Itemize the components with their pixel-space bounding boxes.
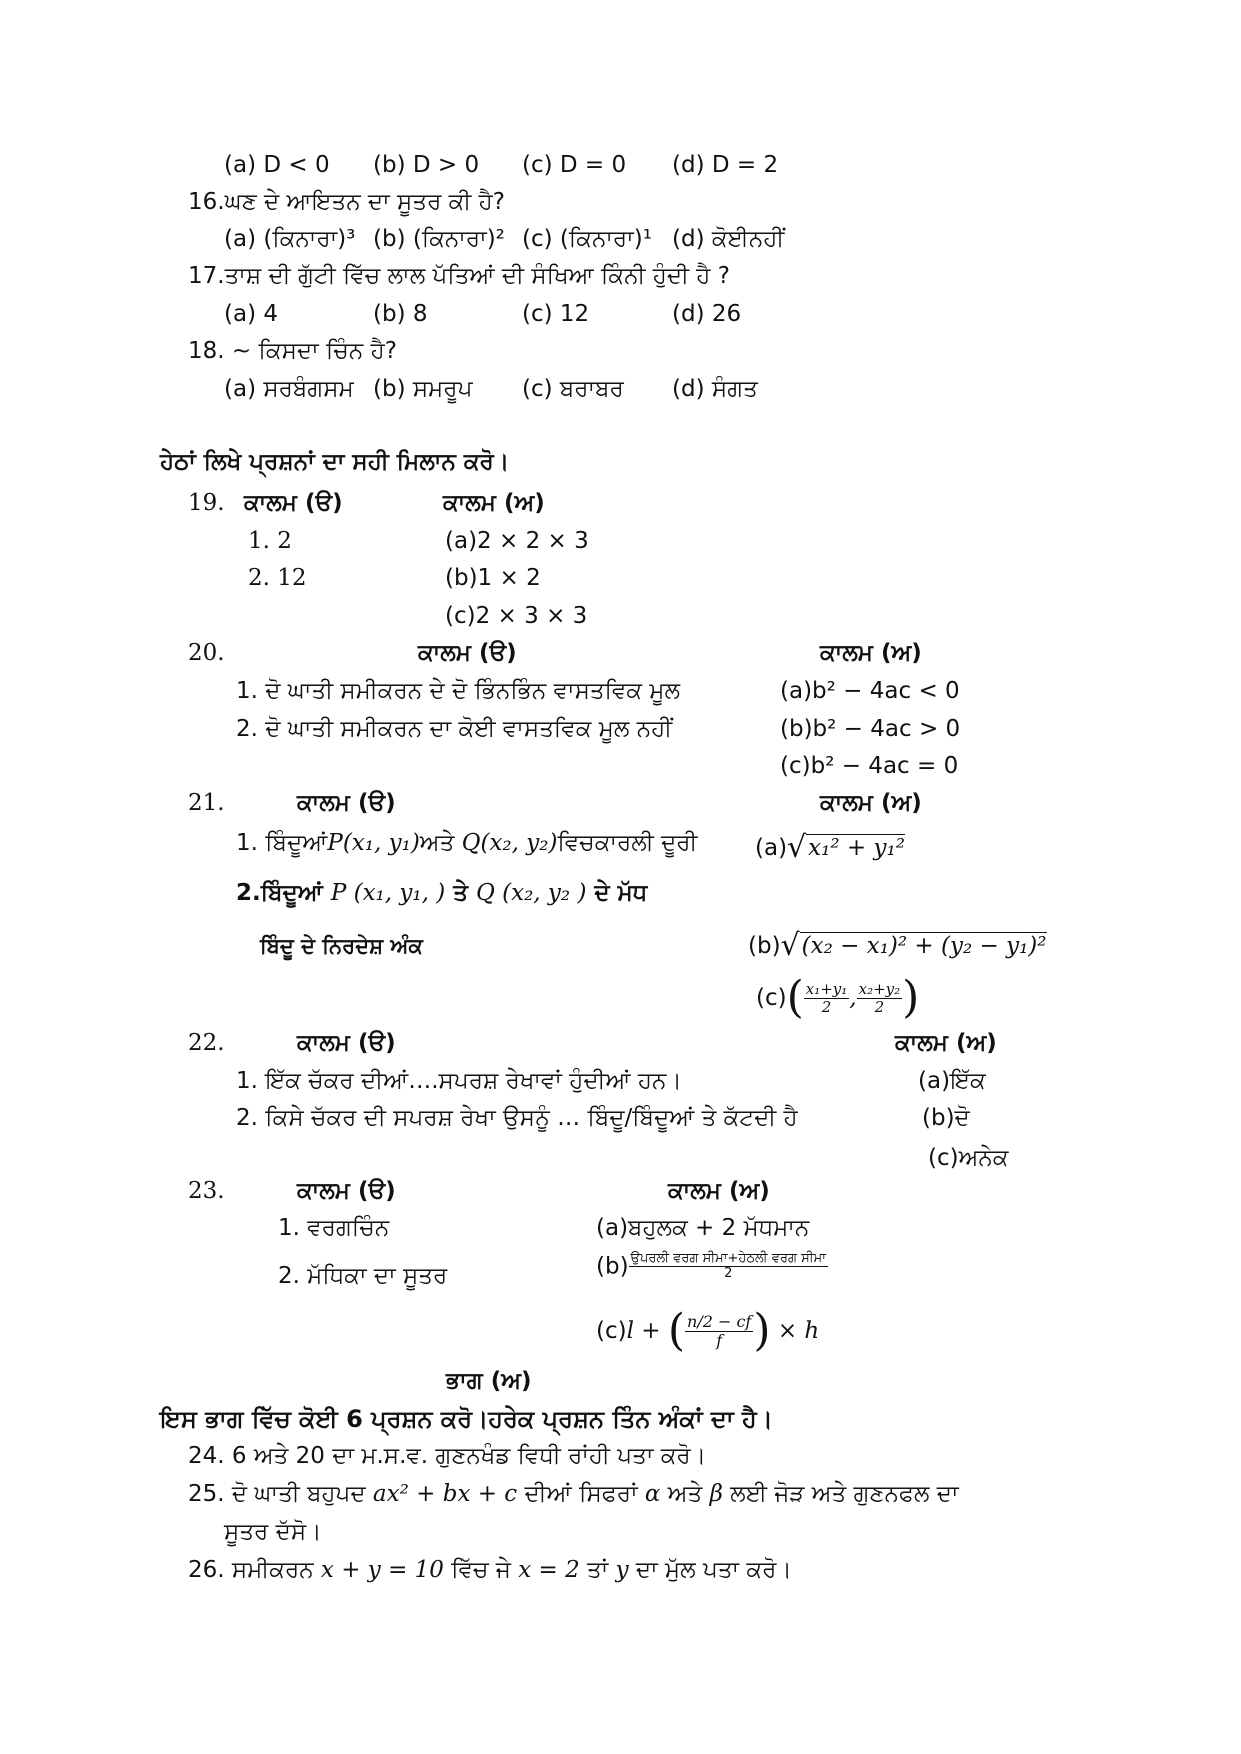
q21-left2-text-a: 2.ਬਿੰਦੂਆਂ (236, 880, 331, 906)
q21-left1-point-p: P(x₁, y₁) (327, 830, 420, 856)
right-paren-icon: ) (902, 972, 920, 1023)
q16-option-b: (b) (ਕਿਨਾਰਾ)² (373, 226, 505, 252)
q18-option-b: (b) ਸਮਰੂਪ (373, 376, 473, 402)
q17-option-c: (c) 12 (522, 301, 590, 327)
q22-left-item-2: 2. ਕਿਸੇ ਚੱਕਰ ਦੀ ਸਪਰਸ਼ ਰੇਖਾ ਉਸਨੂੰ … ਬਿੰਦੂ/ਬਿੰਦੂਆਂ ਤੇ ਕੱਟਦੀ ਹੈ (236, 1105, 798, 1131)
q17-text: 17.ਤਾਸ਼ ਦੀ ਗੁੱਟੀ ਵਿੱਚ ਲਾਲ ਪੱਤਿਆਂ ਦੀ ਸੰਖਿਆ ਕਿੰਨੀ ਹੁੰਦੀ ਹੈ ? (188, 263, 730, 289)
q26-text (188, 1557, 792, 1585)
q20-right-item-a: (a)b² − 4ac < 0 (780, 678, 960, 704)
left-paren-icon: ( (786, 972, 804, 1023)
q21-left-item-1 (236, 830, 697, 858)
q21-right-c-num-2: x₂+y₂ (858, 980, 901, 999)
q26-text-a: 26. ਸਮੀਕਰਨ (188, 1557, 321, 1583)
q21-right-c-den-1: 2 (821, 997, 832, 1016)
q23-right-c-frac (685, 1313, 753, 1349)
q21-left1-point-q: Q(x₂, y₂) (461, 830, 558, 856)
q23-number: 23. (188, 1178, 225, 1204)
q18-text: 18. ~ ਕਿਸਦਾ ਚਿੰਨ ਹੈ? (188, 338, 397, 364)
q23-right-item-b (596, 1252, 828, 1282)
q16-option-c: (c) (ਕਿਨਾਰਾ)¹ (522, 226, 652, 252)
q25-text-d: ਲਈ ਜੋੜ ਅਤੇ ਗੁਣਨਫਲ ਦਾ (722, 1481, 959, 1507)
q24-text: 24. 6 ਅਤੇ 20 ਦਾ ਮ.ਸ.ਵ. ਗੁਣਨਖੰਡ ਵਿਧੀ ਰਾਂਹੀ ਪਤਾ ਕਰੋ। (188, 1443, 707, 1469)
q18-option-c: (c) ਬਰਾਬਰ (522, 376, 624, 402)
q22-column-a-header: ਕਾਲਮ (ਅ) (895, 1030, 997, 1056)
q23-left-item-2: 2. ਮੱਧਿਕਾ ਦਾ ਸੂਤਰ (278, 1263, 448, 1289)
q21-column-a-header: ਕਾਲਮ (ਅ) (820, 790, 922, 816)
q25-alpha: α (644, 1481, 661, 1507)
q21-left1-text-a: 1. ਬਿੰਦੂਆਂ (236, 830, 328, 856)
q23-right-c-l: l + (626, 1317, 668, 1344)
q21-right-c-num-1: x₁+y₁ (805, 980, 848, 999)
q23-right-c-h: × h (770, 1317, 820, 1344)
q21-left2-text-b: ਤੇ (445, 880, 476, 906)
q20-left-item-2: 2. ਦੋ ਘਾਤੀ ਸਮੀਕਰਨ ਦਾ ਕੋਈ ਵਾਸਤਵਿਕ ਮੂਲ ਨਹੀਂ (236, 716, 673, 742)
q25-beta: β (709, 1481, 723, 1507)
q22-right-item-b: (b)ਦੋ (922, 1105, 970, 1131)
q22-left-item-1: 1. ਇੱਕ ਚੱਕਰ ਦੀਆਂ….ਸਪਰਸ਼ ਰੇਖਾਵਾਂ ਹੁੰਦੀਆਂ ਹਨ। (236, 1068, 682, 1094)
q25-text-line-2: ਸੂਤਰ ਦੱਸੋ। (224, 1519, 322, 1545)
q19-column-u-header: ਕਾਲਮ (ੳ) (244, 490, 343, 516)
q21-left2-text-c: ਦੇ ਮੱਧ (586, 880, 648, 906)
q20-right-item-c: (c)b² − 4ac = 0 (780, 753, 959, 779)
q21-left-item-2-cont: ਬਿੰਦੂ ਦੇ ਨਿਰਦੇਸ਼ ਅੰਕ (260, 934, 423, 958)
q19-column-a-header: ਕਾਲਮ (ਅ) (443, 490, 545, 516)
q23-right-item-c (596, 1305, 819, 1358)
q23-column-a-header: ਕਾਲਮ (ਅ) (668, 1178, 770, 1204)
left-paren-icon: ( (667, 1305, 686, 1356)
q25-text-c: ਅਤੇ (660, 1481, 710, 1507)
q20-column-a-header: ਕਾਲਮ (ਅ) (820, 640, 922, 666)
q23-column-u-header: ਕਾਲਮ (ੳ) (297, 1178, 396, 1204)
q15-option-b: (b) D > 0 (373, 152, 480, 178)
q26-text-c: ਤਾਂ (579, 1557, 616, 1583)
q17-option-b: (b) 8 (373, 301, 428, 327)
q15-option-a: (a) D < 0 (224, 152, 330, 178)
q23-right-b-label: (b) (596, 1253, 629, 1280)
section-instruction: ਇਸ ਭਾਗ ਵਿੱਚ ਕੋਈ 6 ਪ੍ਰਸ਼ਨ ਕਰੋ।ਹਰੇਕ ਪ੍ਰਸ਼ਨ ਤਿੰਨ ਅੰਕਾਂ ਦਾ ਹੈ। (160, 1405, 773, 1433)
q20-left-item-1: 1. ਦੋ ਘਾਤੀ ਸਮੀਕਰਨ ਦੇ ਦੋ ਭਿੰਨਭਿੰਨ ਵਾਸਤਵਿਕ ਮੂਲ (236, 678, 681, 704)
q16-option-d: (d) ਕੋਈਨਹੀਂ (672, 226, 785, 252)
q23-right-b-frac (629, 1252, 828, 1282)
q19-number: 19. (188, 490, 225, 516)
q21-right-a-expr: x₁² + y₁² (808, 835, 905, 861)
q25-text-a: 25. ਦੋ ਘਾਤੀ ਬਹੁਪਦ (188, 1481, 373, 1507)
q21-left1-text-b: ਅਤੇ (419, 830, 462, 856)
sqrt-icon: √ (787, 830, 807, 865)
q26-variable-y: y (615, 1557, 629, 1583)
right-paren-icon: ) (753, 1305, 771, 1356)
q21-right-c-frac-2 (857, 981, 903, 1015)
q26-equation-2: x = 2 (518, 1557, 580, 1583)
q22-number: 22. (188, 1030, 225, 1056)
q21-right-b-expr: (x₂ − x₁)² + (y₂ − y₁)² (801, 933, 1047, 959)
q21-number: 21. (188, 790, 225, 816)
q23-right-b-num: ਉਪਰਲੀ ਵਰਗ ਸੀਮਾ+ਹੇਠਲੀ ਵਰਗ ਸੀਮਾ (630, 1251, 826, 1266)
q21-left2-point-q: Q (x₂, y₂ ) (475, 880, 587, 906)
q20-right-item-b: (b)b² − 4ac > 0 (780, 716, 961, 742)
q22-column-u-header: ਕਾਲਮ (ੳ) (297, 1030, 396, 1056)
q19-right-item-a: (a)2 × 2 × 3 (445, 528, 589, 554)
q21-right-b-label: (b) (748, 933, 781, 959)
q15-option-d: (d) D = 2 (672, 152, 779, 178)
section-title: ਭਾਗ (ਅ) (446, 1368, 532, 1394)
sqrt-icon: √ (780, 928, 800, 963)
q23-right-c-den: f (716, 1330, 723, 1350)
q23-right-c-num: n/2 − cf (687, 1312, 752, 1332)
q26-equation-1: x + y = 10 (320, 1557, 444, 1583)
q21-left2-point-p: P (x₁, y₁, ) (330, 880, 446, 906)
q21-right-c-label: (c) (756, 984, 787, 1011)
q26-text-d: ਦਾ ਮੁੱਲ ਪਤਾ ਕਰੋ। (628, 1557, 792, 1583)
q20-column-u-header: ਕਾਲਮ (ੳ) (418, 640, 517, 666)
q21-right-a-label: (a) (755, 835, 788, 861)
q19-right-item-b: (b)1 × 2 (445, 565, 541, 591)
q21-left-item-2 (236, 880, 647, 908)
q26-text-b: ਵਿੱਚ ਜੇ (443, 1557, 519, 1583)
q17-option-a: (a) 4 (224, 301, 278, 327)
q23-right-c-label: (c) (596, 1317, 627, 1344)
q22-right-item-c: (c)ਅਨੇਕ (928, 1145, 1009, 1171)
q25-text (188, 1481, 959, 1509)
comma-icon: , (849, 984, 857, 1011)
q19-left-item-1: 1. 2 (248, 528, 292, 554)
q15-option-c: (c) D = 0 (522, 152, 627, 178)
q20-number: 20. (188, 640, 225, 666)
q25-expression: ax² + bx + c (372, 1481, 518, 1507)
q21-column-u-header: ਕਾਲਮ (ੳ) (297, 790, 396, 816)
q17-option-d: (d) 26 (672, 301, 742, 327)
q16-option-a: (a) (ਕਿਨਾਰਾ)³ (224, 226, 356, 252)
q18-option-a: (a) ਸਰਬੰਗਸਮ (224, 376, 354, 402)
q21-right-c-den-2: 2 (874, 997, 885, 1016)
q25-text-b: ਦੀਆਂ ਸਿਫਰਾਂ (517, 1481, 645, 1507)
q23-right-b-den: 2 (724, 1266, 733, 1282)
q16-text: 16.ਘਣ ਦੇ ਆਇਤਨ ਦਾ ਸੂਤਰ ਕੀ ਹੈ? (188, 189, 505, 215)
q21-right-item-c (756, 972, 919, 1025)
q18-option-d: (d) ਸੰਗਤ (672, 376, 758, 402)
q23-right-item-a: (a)ਬਹੁਲਕ + 2 ਮੱਧਮਾਨ (596, 1215, 810, 1241)
q22-right-item-a: (a)ਇੱਕ (918, 1068, 986, 1094)
q21-right-item-a (755, 830, 905, 866)
q19-right-item-c: (c)2 × 3 × 3 (445, 603, 588, 629)
q21-left1-text-c: ਵਿਚਕਾਰਲੀ ਦੂਰੀ (557, 830, 698, 856)
q19-left-item-2: 2. 12 (248, 565, 307, 591)
q21-right-c-frac-1 (804, 981, 850, 1015)
matching-heading: ਹੇਠਾਂ ਲਿਖੇ ਪ੍ਰਸ਼ਨਾਂ ਦਾ ਸਹੀ ਮਿਲਾਨ ਕਰੋ। (160, 449, 510, 475)
q21-right-item-b (748, 928, 1047, 964)
q23-left-item-1: 1. ਵਰਗਚਿੰਨ (278, 1215, 390, 1241)
